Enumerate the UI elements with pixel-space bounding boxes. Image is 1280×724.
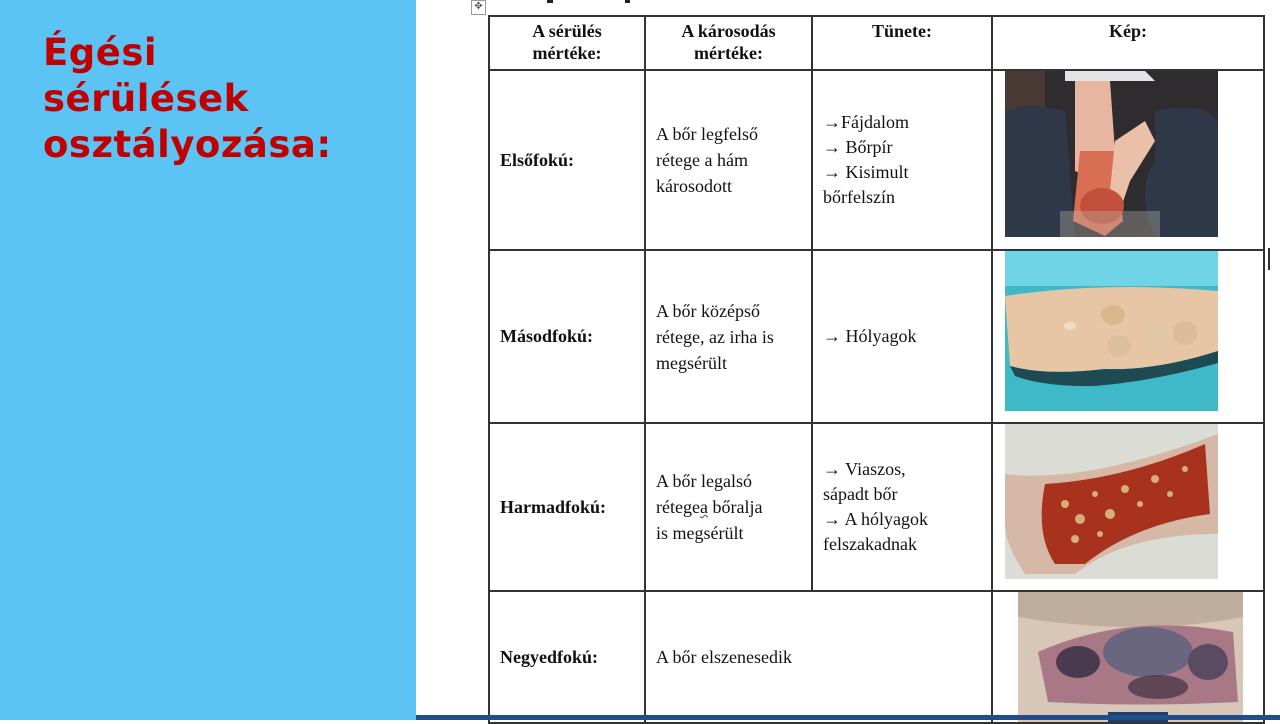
table-move-handle-icon[interactable]: ✥: [471, 0, 486, 15]
slide-title: [43, 30, 332, 168]
cropped-text-fragment: [625, 0, 630, 3]
header-text: Kép:: [1109, 21, 1147, 41]
symptom-line: → A hólyagok: [823, 509, 929, 529]
damage-word: rétege: [656, 497, 700, 517]
symptom-line: → Hólyagok: [823, 326, 917, 346]
fourth-degree-burn-photo: [1018, 592, 1243, 722]
title-line: sérülések: [43, 77, 249, 120]
table-row: [489, 423, 1264, 591]
damage-line: [656, 494, 811, 520]
damage-cell: [645, 70, 812, 250]
degree-cell: Másodfokú:: [489, 250, 645, 423]
symptoms-cell: [812, 423, 992, 591]
table-resize-handle[interactable]: [1268, 248, 1270, 270]
table-header-row: [489, 16, 1264, 70]
table-row: [489, 250, 1264, 423]
symptom-line: bőrfelszín: [823, 187, 895, 207]
damage-line: A bőr elszenesedik: [656, 647, 792, 667]
damage-line: károsodott: [656, 176, 732, 196]
header-text: mértéke:: [532, 43, 602, 63]
damage-word: bőralja: [712, 497, 763, 517]
symptom-line: felszakadnak: [823, 534, 917, 554]
third-degree-burn-leg-photo: [1005, 424, 1218, 579]
title-line: osztályozása:: [43, 123, 332, 166]
symptom-line: →Fájdalom: [823, 112, 909, 132]
bottom-accent-bar: [416, 715, 1280, 720]
degree-cell: Elsőfokú:: [489, 70, 645, 250]
symptom-line: → Viaszos,: [823, 459, 906, 479]
title-line: Égési: [43, 31, 158, 74]
symptom-line: → Kisimult: [823, 162, 909, 182]
image-cell: [992, 591, 1264, 723]
degree-cell: Harmadfokú:: [489, 423, 645, 591]
burn-classification-table: [488, 15, 1265, 724]
first-degree-burn-hand-photo: [1005, 71, 1218, 237]
damage-cell: [645, 250, 812, 423]
damage-line: is megsérült: [656, 523, 744, 543]
spellcheck-marked-word[interactable]: a: [699, 497, 708, 517]
second-degree-burn-blisters-photo: [1005, 251, 1218, 411]
cropped-text-fragment: [547, 0, 553, 3]
table-row: [489, 70, 1264, 250]
damage-line: A bőr legalsó: [656, 471, 752, 491]
damage-line: A bőr középső: [656, 300, 760, 321]
image-cell: [992, 250, 1264, 423]
header-text: Tünete:: [872, 21, 932, 41]
damage-line: rétege a hám: [656, 150, 748, 170]
header-damage-extent: [645, 16, 812, 70]
left-panel: [0, 0, 416, 720]
header-text: mértéke:: [694, 43, 763, 63]
symptoms-cell: [812, 70, 992, 250]
header-image: [992, 16, 1264, 70]
damage-line: megsérült: [656, 352, 727, 373]
symptom-line: sápadt bőr: [823, 484, 898, 504]
degree-cell: Negyedfokú:: [489, 591, 645, 723]
header-text: A károsodás: [681, 21, 776, 41]
symptoms-cell: [812, 250, 992, 423]
symptom-line: → Bőrpír: [823, 137, 893, 157]
table-row: [489, 591, 1264, 723]
damage-line: rétege, az irha is: [656, 326, 774, 347]
image-cell: [992, 423, 1264, 591]
header-injury-degree: [489, 16, 645, 70]
header-symptoms: [812, 16, 992, 70]
damage-cell: [645, 423, 812, 591]
image-cell: [992, 70, 1264, 250]
damage-cell: [645, 591, 992, 723]
damage-line: A bőr legfelső: [656, 124, 758, 144]
header-text: A sérülés: [532, 21, 602, 41]
